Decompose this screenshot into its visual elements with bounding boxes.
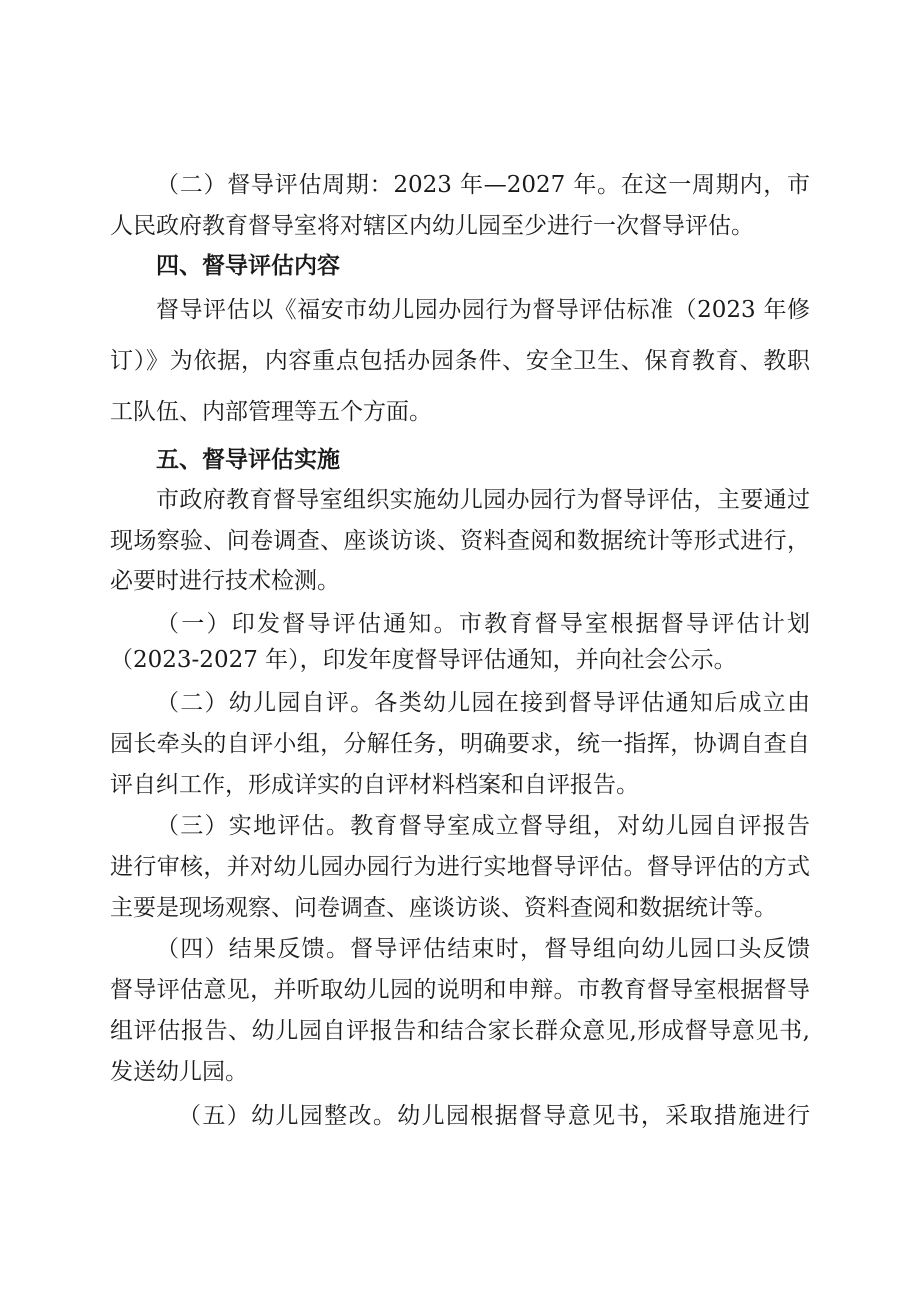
step-1-line-1: （一）印发督导评估通知。市教育督导室根据督导评估计划 [156, 611, 810, 637]
section-heading-content: 四、督导评估内容 [156, 253, 340, 279]
period-line-1: （二）督导评估周期：2023 年—2027 年。在这一周期内，市 [156, 172, 810, 198]
step-2-line-1: （二）幼儿园自评。各类幼儿园在接到督导评估通知后成立由 [156, 690, 810, 716]
step-2-line-2: 园长牵头的自评小组，分解任务，明确要求，统一指挥，协调自查自 [110, 731, 810, 757]
step-4-line-3: 组评估报告、幼儿园自评报告和结合家长群众意见,形成督导意见书, [110, 1018, 810, 1044]
step-4-line-4: 发送幼儿园。 [110, 1059, 248, 1085]
step-3-line-2: 进行审核，并对幼儿园办园行为进行实地督导评估。督导评估的方式 [110, 854, 810, 880]
step-1-line-2: （2023-2027 年），印发年度督导评估通知，并向社会公示。 [110, 647, 737, 673]
step-4-line-2: 督导评估意见，并听取幼儿园的说明和申辩。市教育督导室根据督导 [110, 977, 810, 1003]
step-3-line-1: （三）实地评估。教育督导室成立督导组，对幼儿园自评报告 [156, 813, 810, 839]
step-3-line-3: 主要是现场观察、问卷调查、座谈访谈、资料查阅和数据统计等。 [110, 895, 777, 921]
implementation-line-3: 必要时进行技术检测。 [110, 568, 340, 594]
step-5-line-1: （五）幼儿园整改。幼儿园根据督导意见书，采取措施进行 [178, 1103, 810, 1129]
content-line-3: 工队伍、内部管理等五个方面。 [110, 399, 432, 425]
implementation-line-2: 现场察验、问卷调查、座谈访谈、资料查阅和数据统计等形式进行， [110, 528, 810, 554]
implementation-line-1: 市政府教育督导室组织实施幼儿园办园行为督导评估，主要通过 [156, 487, 810, 513]
section-heading-implementation: 五、督导评估实施 [156, 447, 340, 473]
step-4-line-1: （四）结果反馈。督导评估结束时，督导组向幼儿园口头反馈 [156, 936, 810, 962]
content-line-2: 订）》为依据，内容重点包括办园条件、安全卫生、保育教育、教职 [110, 348, 810, 374]
period-line-2: 人民政府教育督导室将对辖区内幼儿园至少进行一次督导评估。 [110, 213, 754, 239]
step-2-line-3: 评自纠工作，形成详实的自评材料档案和自评报告。 [110, 772, 639, 798]
content-line-1: 督导评估以《福安市幼儿园办园行为督导评估标准（2023 年修 [156, 297, 810, 323]
